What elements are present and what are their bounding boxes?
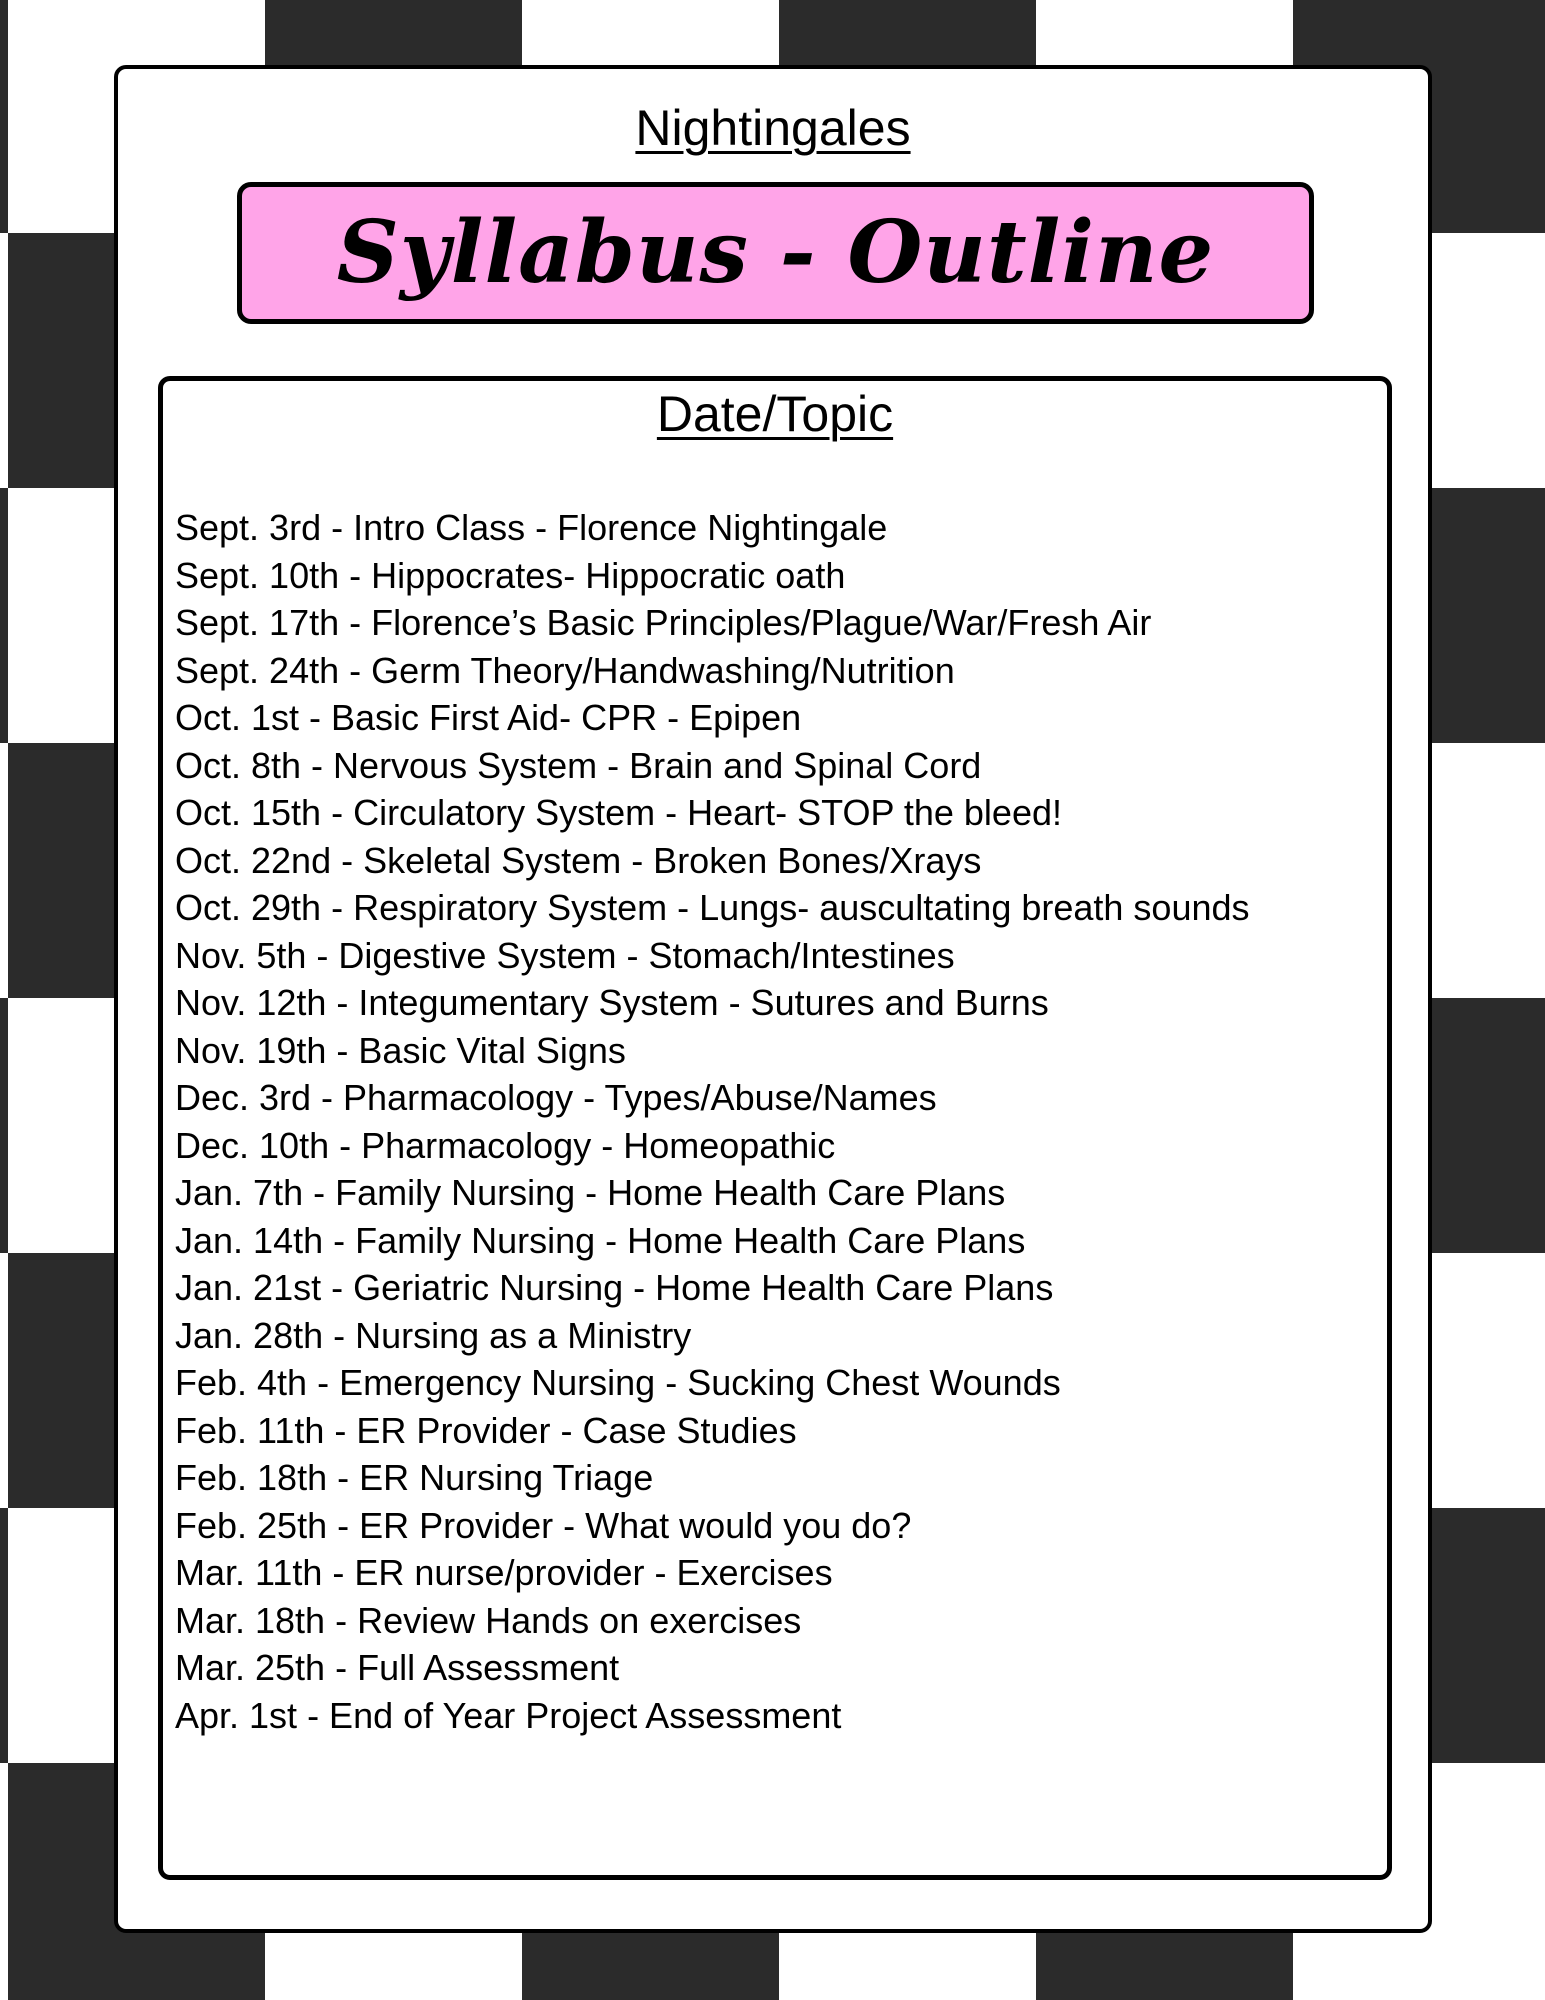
topic-item: Feb. 18th - ER Nursing Triage xyxy=(175,1457,654,1498)
topic-item: Feb. 4th - Emergency Nursing - Sucking Chest Wounds xyxy=(175,1362,1061,1403)
topic-item: Nov. 12th - Integumentary System - Sutures and Burns xyxy=(175,982,1049,1023)
topic-list xyxy=(175,504,1250,1739)
topic-item: Sept. 24th - Germ Theory/Handwashing/Nutrition xyxy=(175,649,955,691)
topic-item: Dec. 10th - Pharmacology - Homeopathic xyxy=(175,1124,836,1166)
topic-item: Oct. 8th - Nervous System - Brain and Spinal Cord xyxy=(175,744,982,786)
org-name: Nightingales xyxy=(635,100,911,156)
topic-item: Dec. 3rd - Pharmacology - Types/Abuse/Names xyxy=(175,1077,937,1118)
syllabus-card xyxy=(114,65,1432,1933)
topic-item: Jan. 7th - Family Nursing - Home Health Care Plans xyxy=(175,1172,1006,1213)
topic-item: Feb. 25th - ER Provider - What would you do? xyxy=(175,1504,912,1546)
topic-item: Mar. 11th - ER nurse/provider - Exercises xyxy=(175,1552,833,1593)
topic-item: Apr. 1st - End of Year Project Assessment xyxy=(175,1694,842,1736)
topic-item: Mar. 25th - Full Assessment xyxy=(175,1647,620,1688)
topic-item: Oct. 15th - Circulatory System - Heart- STOP the bleed! xyxy=(175,792,1062,833)
topic-item: Oct. 29th - Respiratory System - Lungs- auscultating breath sounds xyxy=(175,887,1250,928)
topic-item: Feb. 11th - ER Provider - Case Studies xyxy=(175,1409,797,1451)
title-banner xyxy=(237,182,1314,324)
date-topic-box xyxy=(158,376,1392,1880)
topic-item: Nov. 5th - Digestive System - Stomach/Intestines xyxy=(175,934,955,976)
date-topic-heading: Date/Topic xyxy=(656,386,894,442)
topic-item: Mar. 18th - Review Hands on exercises xyxy=(175,1599,802,1641)
topic-item: Jan. 28th - Nursing as a Ministry xyxy=(175,1314,692,1356)
topic-item: Nov. 19th - Basic Vital Signs xyxy=(175,1029,626,1071)
topic-item: Sept. 3rd - Intro Class - Florence Nightingale xyxy=(175,507,888,548)
topic-item: Jan. 14th - Family Nursing - Home Health Care Plans xyxy=(175,1219,1026,1261)
topic-item: Jan. 21st - Geriatric Nursing - Home Health Care Plans xyxy=(175,1267,1054,1308)
topic-item: Oct. 22nd - Skeletal System - Broken Bones/Xrays xyxy=(175,839,982,881)
topic-item: Sept. 17th - Florence’s Basic Principles/Plague/War/Fresh Air xyxy=(175,602,1152,643)
topic-item: Oct. 1st - Basic First Aid- CPR - Epipen xyxy=(175,697,802,738)
banner-title: Syllabus - Outline xyxy=(336,202,1215,303)
topic-item: Sept. 10th - Hippocrates- Hippocratic oath xyxy=(175,554,846,596)
